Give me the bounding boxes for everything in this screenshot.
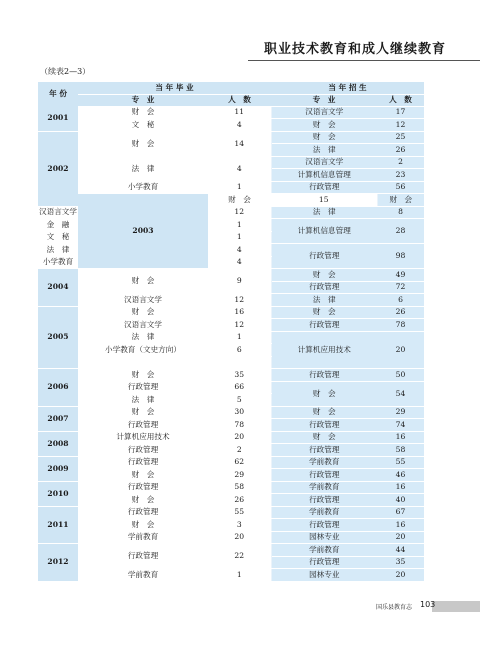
year-cell: 2005 — [38, 306, 78, 369]
table-row — [38, 419, 424, 432]
table-subheader-row — [38, 94, 424, 106]
graduation-major-cell: 金 融 — [38, 219, 78, 232]
enrollment-count-cell: 26 — [377, 144, 424, 157]
enrollment-major-cell: 学前教育 — [271, 481, 377, 494]
graduation-count-cell: 14 — [208, 131, 271, 156]
graduation-count-cell: 5 — [208, 394, 271, 407]
table-row — [38, 544, 424, 557]
graduation-count-cell: 12 — [208, 206, 271, 219]
page-number: 103 — [420, 600, 436, 609]
enrollment-count-cell: 50 — [377, 369, 424, 382]
enrollment-major-cell: 行政管理 — [271, 319, 377, 332]
year-cell: 2010 — [38, 481, 78, 506]
graduation-major-cell: 财 会 — [78, 494, 208, 507]
graduation-count-cell: 58 — [208, 481, 271, 494]
enrollment-count-cell: 78 — [377, 319, 424, 332]
graduation-count-cell: 22 — [208, 544, 271, 569]
table-row — [38, 481, 424, 494]
graduation-major-cell: 法 律 — [78, 331, 208, 344]
graduation-count-cell: 1 — [208, 219, 271, 232]
graduation-count-cell: 4 — [208, 256, 271, 269]
graduation-major-cell: 法 律 — [78, 394, 208, 407]
enrollment-count-cell: 44 — [377, 544, 424, 557]
graduation-major-cell: 法 律 — [78, 156, 208, 181]
table-row — [38, 119, 424, 132]
graduation-count-cell: 20 — [208, 431, 271, 444]
graduation-major-cell: 财 会 — [208, 194, 271, 207]
table-row — [38, 319, 424, 332]
table-row — [38, 381, 424, 394]
enrollment-major-cell: 园林专业 — [271, 569, 377, 582]
table-row — [38, 494, 424, 507]
graduation-major-cell: 汉语言文学 — [78, 319, 208, 332]
table-row — [38, 444, 424, 457]
graduation-count-cell: 16 — [208, 306, 271, 319]
graduation-major-cell: 计算机应用技术 — [78, 431, 208, 444]
statistics-table-container — [38, 82, 424, 582]
enrollment-major-cell: 行政管理 — [271, 556, 377, 569]
enrollment-major-cell: 行政管理 — [271, 369, 377, 382]
graduation-enrollment-table — [38, 82, 424, 582]
enrollment-count-cell: 16 — [377, 431, 424, 444]
graduation-major-cell: 小学教育 — [78, 181, 208, 194]
table-row — [38, 406, 424, 419]
year-cell: 2002 — [38, 131, 78, 206]
enrollment-major-cell: 财 会 — [271, 306, 377, 319]
graduation-count-cell: 4 — [208, 119, 271, 132]
enrollment-major-cell: 行政管理 — [271, 444, 377, 457]
enrollment-major-cell: 计算机信息管理 — [271, 219, 377, 244]
enrollment-major-cell: 汉语言文学 — [271, 106, 377, 119]
header-rule — [248, 60, 480, 61]
graduation-count-cell: 6 — [208, 344, 271, 357]
enrollment-count-cell: 67 — [377, 506, 424, 519]
table-row — [38, 506, 424, 519]
graduation-major-cell: 学前教育 — [78, 531, 208, 544]
table-row — [38, 456, 424, 469]
enrollment-count-cell: 12 — [377, 119, 424, 132]
graduation-major-cell: 行政管理 — [78, 544, 208, 569]
enrollment-count-cell: 54 — [377, 381, 424, 406]
enrollment-major-cell: 行政管理 — [271, 469, 377, 482]
table-row — [38, 131, 424, 144]
table-header-row — [38, 82, 424, 94]
table-row — [38, 294, 424, 307]
enrollment-major-cell: 法 律 — [271, 294, 377, 307]
graduation-count-cell: 4 — [208, 244, 271, 257]
graduation-major-cell: 行政管理 — [78, 381, 208, 394]
year-cell: 2008 — [38, 431, 78, 456]
graduation-major-cell: 汉语言文学 — [78, 294, 208, 307]
enrollment-major-cell: 行政管理 — [271, 181, 377, 194]
table-row — [38, 431, 424, 444]
year-cell: 2011 — [38, 506, 78, 544]
enrollment-count-cell: 17 — [377, 106, 424, 119]
enrollment-major-cell: 财 会 — [271, 119, 377, 132]
graduation-count-cell — [208, 356, 271, 369]
graduation-count-cell: 9 — [208, 269, 271, 294]
year-cell: 2012 — [38, 544, 78, 582]
table-row — [38, 469, 424, 482]
graduation-count-cell: 35 — [208, 369, 271, 382]
enrollment-major-cell: 法 律 — [271, 144, 377, 157]
graduation-major-cell: 学前教育 — [78, 569, 208, 582]
enrollment-major-cell: 行政管理 — [271, 494, 377, 507]
graduation-count-cell: 12 — [208, 319, 271, 332]
graduation-count-cell: 62 — [208, 456, 271, 469]
year-cell: 2004 — [38, 269, 78, 307]
enrollment-major-cell: 计算机信息管理 — [271, 169, 377, 182]
enrollment-count-cell: 2 — [377, 156, 424, 169]
enrollment-count-cell: 6 — [377, 294, 424, 307]
table-row — [38, 331, 424, 344]
graduation-major-cell: 行政管理 — [78, 481, 208, 494]
table-row — [38, 194, 424, 207]
footer-book-title: 国乐县教育志 — [376, 604, 413, 611]
enrollment-major-cell: 行政管理 — [271, 281, 377, 294]
graduation-major-cell: 财 会 — [78, 406, 208, 419]
enrollment-count-cell: 98 — [377, 244, 424, 269]
enrollment-count-cell: 28 — [377, 219, 424, 244]
enrollment-major-cell: 财 会 — [271, 381, 377, 406]
enrollment-count-cell: 20 — [377, 531, 424, 544]
graduation-count-cell: 1 — [208, 569, 271, 582]
enrollment-count-cell: 58 — [377, 444, 424, 457]
enroll-major-header: 专 业 — [271, 94, 377, 106]
grad-count-header: 人 数 — [208, 94, 271, 106]
graduation-count-cell: 3 — [208, 519, 271, 532]
enrollment-count-cell: 46 — [377, 469, 424, 482]
graduation-major-cell: 行政管理 — [78, 456, 208, 469]
graduation-major-cell: 行政管理 — [78, 506, 208, 519]
enroll-count-header: 人 数 — [377, 94, 424, 106]
graduation-count-cell: 20 — [208, 531, 271, 544]
enrollment-major-cell: 学前教育 — [271, 456, 377, 469]
footer-bar — [432, 601, 480, 612]
table-row — [38, 269, 424, 282]
enrollment-count-cell: 20 — [377, 569, 424, 582]
enrollment-count-cell: 8 — [377, 206, 424, 219]
graduation-major-cell: 文 秘 — [38, 231, 78, 244]
page-header — [0, 22, 480, 62]
graduation-count-cell: 15 — [271, 194, 377, 207]
table-row — [38, 519, 424, 532]
table-row — [38, 531, 424, 544]
enrollment-count-cell: 35 — [377, 556, 424, 569]
graduation-major-cell: 财 会 — [78, 106, 208, 119]
enrollment-count-cell: 29 — [377, 406, 424, 419]
graduation-count-cell: 12 — [208, 294, 271, 307]
graduation-count-cell: 26 — [208, 494, 271, 507]
graduation-major-cell: 财 会 — [78, 131, 208, 156]
table-row — [38, 306, 424, 319]
enrollment-count-cell: 25 — [377, 131, 424, 144]
enrollment-major-cell: 财 会 — [271, 406, 377, 419]
table-row — [38, 369, 424, 382]
page-header-title: 职业技术教育和成人继续教育 — [263, 42, 446, 57]
graduation-major-cell: 小学教育（文史方向） — [78, 344, 208, 357]
page-footer — [0, 598, 480, 618]
enrollment-count-cell: 72 — [377, 281, 424, 294]
year-cell: 2006 — [38, 369, 78, 407]
graduation-count-cell: 78 — [208, 419, 271, 432]
graduation-major-cell: 法 律 — [38, 244, 78, 257]
year-column-header: 年 份 — [38, 82, 78, 106]
enrollment-count-cell: 40 — [377, 494, 424, 507]
graduation-major-cell: 汉语言文学 — [38, 206, 78, 219]
enrollment-count-cell: 26 — [377, 306, 424, 319]
graduation-count-cell: 4 — [208, 156, 271, 181]
enrollment-count-cell: 74 — [377, 419, 424, 432]
table-body — [38, 82, 424, 581]
table-row — [38, 156, 424, 169]
graduation-major-cell: 财 会 — [78, 306, 208, 319]
enrollment-count-cell: 56 — [377, 181, 424, 194]
enrollment-count-cell: 23 — [377, 169, 424, 182]
year-cell: 2003 — [78, 194, 208, 269]
enrollment-major-cell: 行政管理 — [271, 419, 377, 432]
year-cell: 2001 — [38, 106, 78, 131]
graduation-count-cell: 11 — [208, 106, 271, 119]
graduation-count-cell: 1 — [208, 331, 271, 344]
enrollment-major-cell: 财 会 — [377, 194, 424, 207]
graduation-count-cell: 2 — [208, 444, 271, 457]
table-row — [38, 181, 424, 194]
graduation-count-cell: 1 — [208, 181, 271, 194]
enrollment-major-cell: 行政管理 — [271, 519, 377, 532]
graduation-count-cell: 66 — [208, 381, 271, 394]
graduation-major-cell: 财 会 — [78, 369, 208, 382]
graduation-major-cell: 文 秘 — [78, 119, 208, 132]
graduation-count-cell: 30 — [208, 406, 271, 419]
table-caption: （续表2—3） — [40, 67, 91, 76]
enrollment-count-cell: 16 — [377, 481, 424, 494]
enrollment-major-cell: 学前教育 — [271, 544, 377, 557]
table-row — [38, 106, 424, 119]
graduation-major-cell: 财 会 — [78, 469, 208, 482]
enrollment-count-cell: 16 — [377, 519, 424, 532]
graduation-major-cell: 财 会 — [78, 269, 208, 294]
enrollment-count-cell: 49 — [377, 269, 424, 282]
table-row — [38, 569, 424, 582]
graduation-count-cell: 29 — [208, 469, 271, 482]
enrollment-major-cell: 学前教育 — [271, 506, 377, 519]
graduation-major-cell — [78, 356, 208, 369]
graduation-count-cell: 55 — [208, 506, 271, 519]
graduation-group-header: 当 年 毕 业 — [78, 82, 271, 94]
enrollment-major-cell: 财 会 — [271, 431, 377, 444]
enrollment-count-cell: 20 — [377, 331, 424, 369]
graduation-major-cell: 行政管理 — [78, 444, 208, 457]
enrollment-major-cell: 计算机应用技术 — [271, 331, 377, 369]
enrollment-major-cell: 法 律 — [271, 206, 377, 219]
enrollment-group-header: 当 年 招 生 — [271, 82, 424, 94]
enrollment-major-cell: 财 会 — [271, 131, 377, 144]
enrollment-major-cell: 园林专业 — [271, 531, 377, 544]
graduation-major-cell: 行政管理 — [78, 419, 208, 432]
grad-major-header: 专 业 — [78, 94, 208, 106]
year-cell: 2009 — [38, 456, 78, 481]
enrollment-major-cell: 汉语言文学 — [271, 156, 377, 169]
graduation-major-cell: 小学教育 — [38, 256, 78, 269]
graduation-major-cell: 财 会 — [78, 519, 208, 532]
enrollment-major-cell: 财 会 — [271, 269, 377, 282]
year-cell: 2007 — [38, 406, 78, 431]
enrollment-major-cell: 行政管理 — [271, 244, 377, 269]
graduation-count-cell: 1 — [208, 231, 271, 244]
enrollment-count-cell: 55 — [377, 456, 424, 469]
